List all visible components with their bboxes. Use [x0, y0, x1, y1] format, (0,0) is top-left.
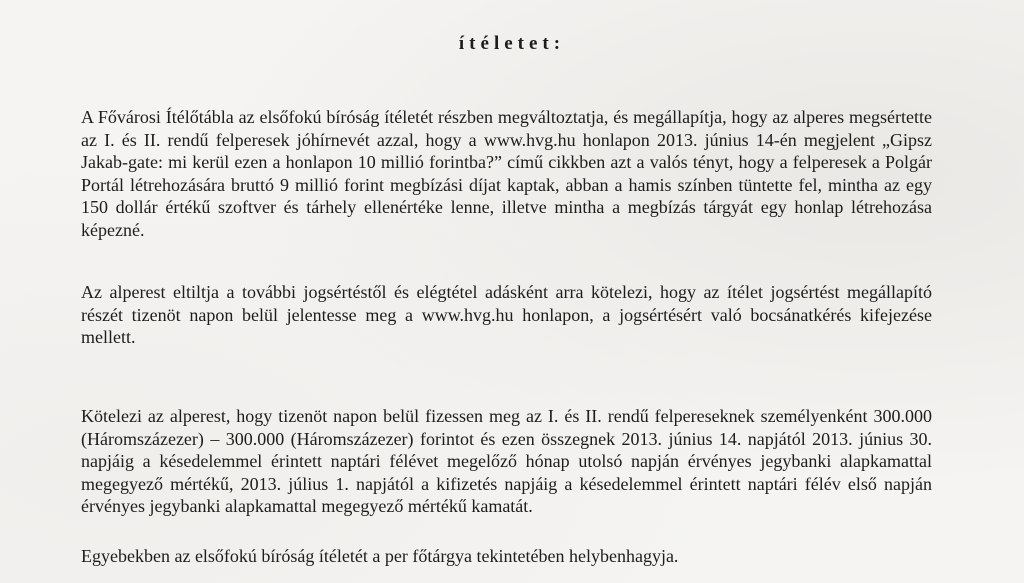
paragraph-ruling-modification: A Fővárosi Ítélőtábla az elsőfokú bíróság ítéletét részben megváltoztatja, és megállapítja, hogy az alperes megsértette az I. és II. rendű felperesek jóhírnevét azzal, hogy a www.hvg.hu honlapon 2013. június 14-én megjelent „Gipsz Jakab-gate: mi kerül ezen a honlapon 10 millió forintba?” című cikkben azt a valós tényt, hogy a felperesek a Polgár Portál létrehozására bruttó 9 millió forint megbízási díjat kaptak, abban a hamis színben tüntette fel, mintha az egy 150 dollár értékű szoftver és tárhely ellenértéke lenne, illetve mintha a megbízás tárgyát egy honlap létrehozása képezné.	[81, 107, 932, 240]
paragraph-payment-obligation: Kötelezi az alperest, hogy tizenöt napon belül fizessen meg az I. és II. rendű felpereseknek személyenként 300.000 (Háromszázezer) – 300.000 (Háromszázezer) forintot és ezen összegnek 2013. június 14. napjától 2013. június 30. napjáig a késedelemmel érintett naptári félévet megelőző hónap utolsó napján érvényes jegybanki alapkamattal megegyező mértékű, 2013. július 1. napjától a kifizetés napjáig a késedelemmel érintett naptári félév első napján érvényes jegybanki alapkamattal megegyező mértékű kamatát.	[81, 406, 932, 516]
verdict-heading: ítéletet:	[458, 33, 566, 54]
paragraph-prohibition: Az alperest eltiltja a további jogsértéstől és elégtétel adásként arra kötelezi, hogy az ítélet jogsértést megállapító részét tizenöt napon belül jelentesse meg a www.hvg.hu honlapon, a jogsértésért való bocsánatkérés kifejezése mellett.	[81, 282, 932, 347]
paragraph-upheld: Egyebekben az elsőfokú bíróság ítéletét a per főtárgya tekintetében helybenhagyja.	[81, 546, 679, 566]
